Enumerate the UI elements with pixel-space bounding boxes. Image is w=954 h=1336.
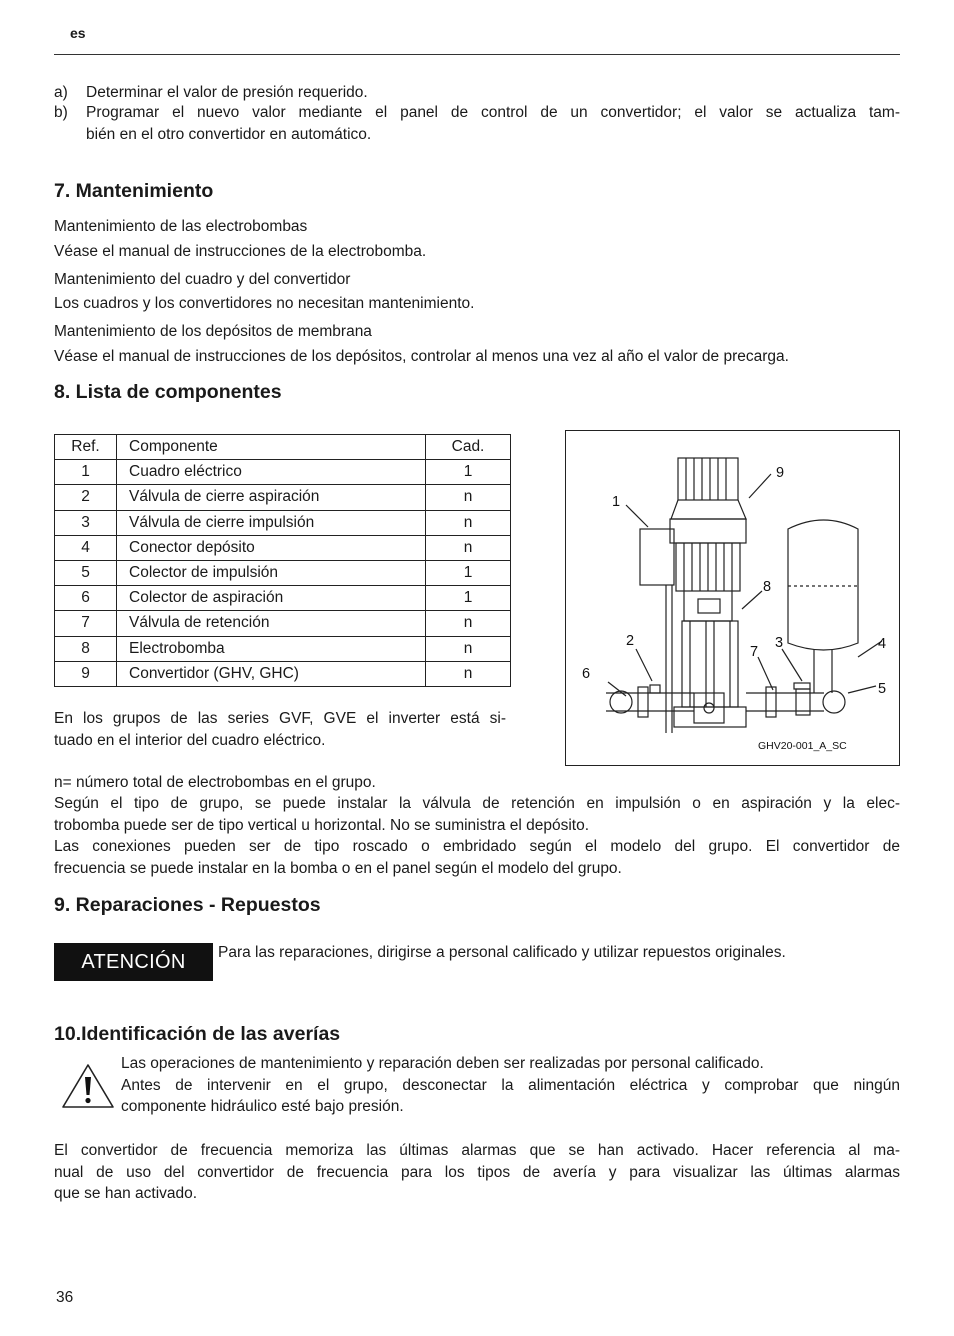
callout-1: 1 bbox=[612, 494, 621, 510]
cell-qty: n bbox=[426, 611, 511, 636]
table-header-row bbox=[55, 435, 511, 460]
header-ref: Ref. bbox=[55, 435, 117, 460]
warning-line: Antes de intervenir en el grupo, desconectar la alimentación eléctrica y comprobar que ningún bbox=[121, 1077, 900, 1094]
cell-ref: 5 bbox=[55, 560, 117, 585]
cell-ref: 8 bbox=[55, 636, 117, 661]
cell-component: Colector de aspiración bbox=[117, 586, 426, 611]
table-row bbox=[55, 636, 511, 661]
n-definition: n= número total de electrobombas en el grupo. bbox=[54, 774, 376, 791]
cell-ref: 4 bbox=[55, 535, 117, 560]
cell-component: Conector depósito bbox=[117, 535, 426, 560]
language-code: es bbox=[70, 25, 86, 41]
pump-group-drawing bbox=[566, 431, 901, 767]
cell-ref: 9 bbox=[55, 661, 117, 686]
table-row bbox=[55, 535, 511, 560]
figure-code: GHV20-001_A_SC bbox=[758, 740, 847, 752]
step-text: Determinar el valor de presión requerido. bbox=[86, 84, 368, 101]
warning-line: componente hidráulico esté bajo presión. bbox=[121, 1098, 404, 1115]
cell-qty: n bbox=[426, 510, 511, 535]
electrical-panel-shape bbox=[640, 529, 674, 585]
cell-component: Electrobomba bbox=[117, 636, 426, 661]
warning-icon bbox=[60, 1062, 116, 1110]
table-row bbox=[55, 485, 511, 510]
callout-4: 4 bbox=[878, 636, 887, 652]
section-9-title: 9. Reparaciones - Repuestos bbox=[54, 894, 321, 916]
table-row bbox=[55, 560, 511, 585]
table-row bbox=[55, 661, 511, 686]
sec7-subtitle-panel: Mantenimiento del cuadro y del convertidor bbox=[54, 271, 351, 288]
header-component: Componente bbox=[117, 435, 426, 460]
callout-3: 3 bbox=[775, 635, 784, 651]
cell-qty: 1 bbox=[426, 586, 511, 611]
callout-8: 8 bbox=[763, 579, 772, 595]
sec10-para-line: El convertidor de frecuencia memoriza las últimas alarmas que se han activado. Hacer referencia al ma- bbox=[54, 1142, 900, 1159]
cell-component: Cuadro eléctrico bbox=[117, 460, 426, 485]
callout-7: 7 bbox=[750, 644, 759, 660]
table-row bbox=[55, 460, 511, 485]
step-a bbox=[54, 82, 900, 104]
section-10-title: 10.Identificación de las averías bbox=[54, 1023, 341, 1045]
sec7-text-panel: Los cuadros y los convertidores no necesitan mantenimiento. bbox=[54, 295, 475, 312]
cell-qty: 1 bbox=[426, 460, 511, 485]
header-rule bbox=[54, 54, 900, 55]
sec8-para-line: trobomba puede ser de tipo vertical u horizontal. No se suministra el depósito. bbox=[54, 817, 590, 834]
sec7-subtitle-tanks: Mantenimiento de los depósitos de membrana bbox=[54, 323, 372, 340]
cell-ref: 1 bbox=[55, 460, 117, 485]
section-7-title: 7. Mantenimiento bbox=[54, 180, 214, 202]
table-row bbox=[55, 611, 511, 636]
callout-6: 6 bbox=[582, 666, 591, 682]
inverter-note-line1: En los grupos de las series GVF, GVE el inverter está si- bbox=[54, 710, 506, 727]
section-8-title: 8. Lista de componentes bbox=[54, 381, 282, 403]
cell-qty: n bbox=[426, 636, 511, 661]
page-number: 36 bbox=[56, 1289, 74, 1306]
callout-2: 2 bbox=[626, 633, 635, 649]
cell-ref: 7 bbox=[55, 611, 117, 636]
sec8-para-line: Según el tipo de grupo, se puede instalar la válvula de retención en impulsión o en aspiración y la elec- bbox=[54, 795, 900, 812]
table-row bbox=[55, 510, 511, 535]
sec7-subtitle-pumps: Mantenimiento de las electrobombas bbox=[54, 218, 308, 235]
cell-component: Válvula de retención bbox=[117, 611, 426, 636]
sec10-para-line: nual de uso del convertidor de frecuencia para los tipos de avería y para visualizar las últimas alarmas bbox=[54, 1164, 900, 1181]
cell-qty: n bbox=[426, 485, 511, 510]
sec7-text-pumps: Véase el manual de instrucciones de la electrobomba. bbox=[54, 243, 427, 260]
cell-ref: 2 bbox=[55, 485, 117, 510]
membrane-tank-shape bbox=[788, 520, 858, 650]
step-b bbox=[54, 102, 900, 146]
step-text-line: Programar el nuevo valor mediante el panel de control de un convertidor; el valor se actualiza tam- bbox=[86, 104, 900, 121]
cell-component: Colector de impulsión bbox=[117, 560, 426, 585]
step-text-line: bién en el otro convertidor en automático. bbox=[86, 126, 372, 143]
cell-component: Convertidor (GHV, GHC) bbox=[117, 661, 426, 686]
inverter-note-line2: tuado en el interior del cuadro eléctrico. bbox=[54, 732, 326, 749]
sec10-para-line: que se han activado. bbox=[54, 1185, 198, 1202]
cell-qty: n bbox=[426, 535, 511, 560]
step-marker: a) bbox=[54, 84, 68, 101]
repairs-text: Para las reparaciones, dirigirse a personal calificado y utilizar repuestos originales. bbox=[218, 944, 786, 961]
attention-badge: ATENCIÓN bbox=[54, 943, 213, 981]
callout-5: 5 bbox=[878, 681, 887, 697]
components-table bbox=[54, 434, 511, 687]
callout-9: 9 bbox=[776, 465, 785, 481]
cell-ref: 3 bbox=[55, 510, 117, 535]
cell-qty: n bbox=[426, 661, 511, 686]
pump-group-figure bbox=[565, 430, 900, 766]
warning-line: Las operaciones de mantenimiento y reparación deben ser realizadas por personal calificado. bbox=[121, 1055, 764, 1072]
cell-qty: 1 bbox=[426, 560, 511, 585]
header-qty: Cad. bbox=[426, 435, 511, 460]
table-row bbox=[55, 586, 511, 611]
cell-component: Válvula de cierre aspiración bbox=[117, 485, 426, 510]
cell-component: Válvula de cierre impulsión bbox=[117, 510, 426, 535]
step-marker: b) bbox=[54, 104, 68, 121]
sec7-text-tanks: Véase el manual de instrucciones de los depósitos, controlar al menos una vez al año el valor de precarga. bbox=[54, 348, 789, 365]
cell-ref: 6 bbox=[55, 586, 117, 611]
sec8-para-line: frecuencia se puede instalar en la bomba o en el panel según el modelo del grupo. bbox=[54, 860, 622, 877]
sec8-para-line: Las conexiones pueden ser de tipo roscado o embridado según el modelo del grupo. El convertidor de bbox=[54, 838, 900, 855]
